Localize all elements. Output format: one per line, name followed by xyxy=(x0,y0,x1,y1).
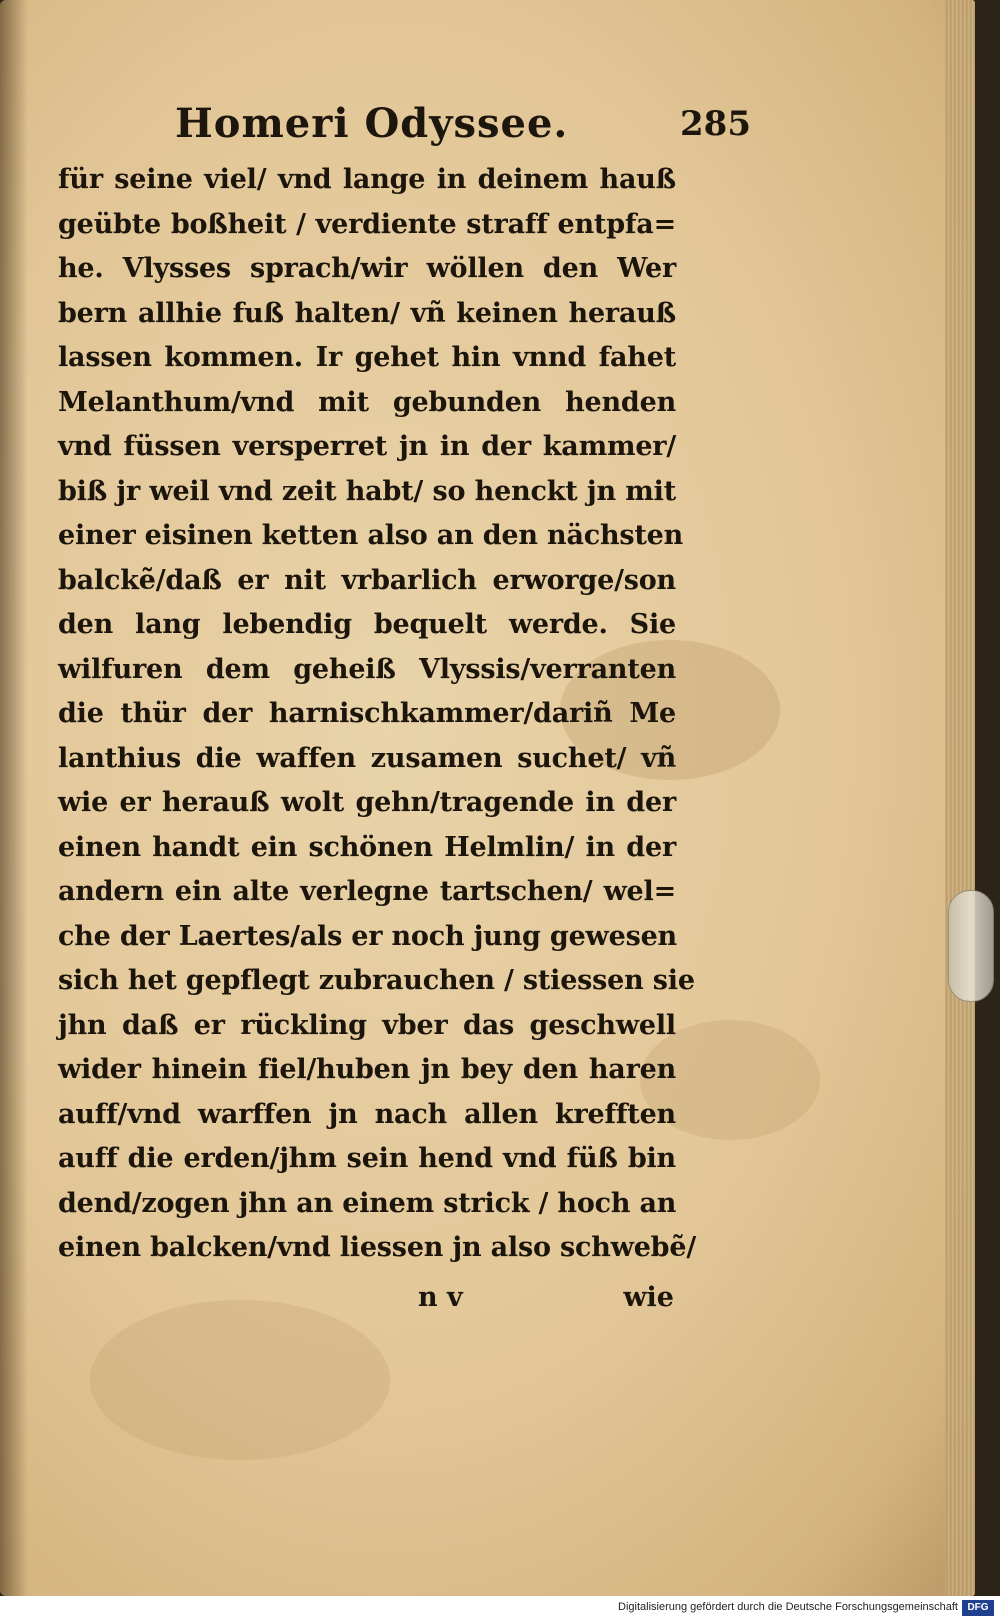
text-line: jhn daß er rückling vber das geschwell xyxy=(58,1009,676,1041)
text-line: dend/zogen jhn an einem strick / hoch an xyxy=(58,1187,677,1219)
running-title: Homeri Odyssee. xyxy=(175,100,569,147)
funding-credit: Digitalisierung gefördert durch die Deutsche Forschungsgemeinschaft xyxy=(618,1601,958,1613)
text-line: geübte boßheit / verdiente straff entpfa= xyxy=(58,208,676,240)
text-line: für seine viel/ vnd lange in deinem hauß xyxy=(58,164,676,195)
page-header xyxy=(175,100,775,160)
text-line: he. Vlysses sprach/wir wöllen den Wer xyxy=(58,253,676,284)
signature-mark: n v xyxy=(418,1282,463,1313)
text-line: biß jr weil vnd zeit habt/ so henckt jn mit xyxy=(58,475,676,507)
digitization-footer xyxy=(0,1596,1000,1621)
text-line: bern allhie fuß halten/ vñ keinen herauß xyxy=(58,297,676,329)
text-line: wilfuren dem geheiß Vlyssis/verranten xyxy=(58,653,676,685)
catchline xyxy=(58,1278,676,1322)
text-line: balckẽ/daß er nit vrbarlich erworge/son xyxy=(58,564,676,596)
text-line: lassen kommen. Ir gehet hin vnnd fahet xyxy=(58,342,676,373)
text-line: einer eisinen ketten also an den nächsten xyxy=(58,520,684,551)
catchword: wie xyxy=(623,1282,674,1313)
text-line: wider hinein fiel/huben jn bey den haren xyxy=(58,1054,676,1085)
text-line: sich het gepflegt zubrauchen / stiessen sie xyxy=(58,965,695,996)
text-line: die thür der harnischkammer/dariñ Me xyxy=(58,698,676,729)
text-line: vnd füssen versperret jn in der kammer/ xyxy=(58,431,676,462)
text-line: auff/vnd warffen jn nach allen krefften xyxy=(58,1098,676,1130)
text-line: den lang lebendig bequelt werde. Sie xyxy=(58,609,676,640)
text-line: che der Laertes/als er noch jung gewesen xyxy=(58,920,677,952)
text-line: einen balcken/vnd liessen jn also schwebẽ/ xyxy=(58,1232,696,1263)
text-line: andern ein alte verlegne tartschen/ wel= xyxy=(58,876,676,907)
text-line: auff die erden/jhm sein hend vnd füß bin xyxy=(58,1143,676,1174)
page-clip xyxy=(948,890,994,1002)
body-text xyxy=(58,158,696,1271)
text-line: Melanthum/vnd mit gebunden henden xyxy=(58,386,676,418)
text-line: wie er herauß wolt gehn/tragende in der xyxy=(58,787,676,818)
page-number: 285 xyxy=(680,104,751,144)
text-line: einen handt ein schönen Helmlin/ in der xyxy=(58,831,676,863)
paper-stain xyxy=(90,1300,390,1460)
text-line: lanthius die waffen zusamen suchet/ vñ xyxy=(58,742,676,774)
dfg-logo: DFG xyxy=(962,1600,994,1616)
